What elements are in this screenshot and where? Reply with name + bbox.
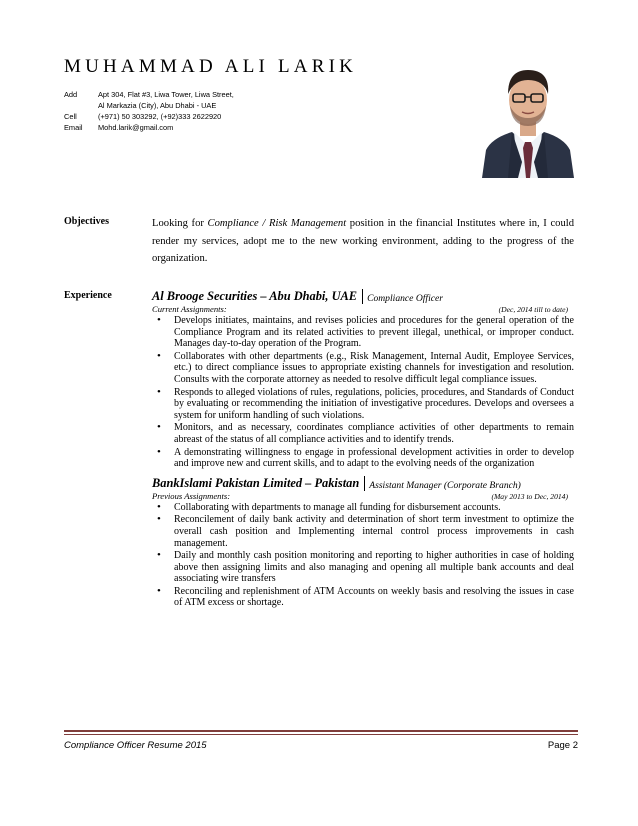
profile-photo <box>478 50 578 178</box>
contact-label: Email <box>64 123 83 132</box>
list-item: • Daily and monthly cash position monitoring and reporting to higher authorities in case of holding above then assigning limits and also managing and opening all multiple bank accounts and deal associating wire transfers <box>152 550 574 585</box>
objective-emphasis: Compliance / Risk Management <box>207 218 347 229</box>
experience-heading: Experience <box>64 290 112 301</box>
contact-value: Al Markazia (City), Abu Dhabi - UAE <box>98 101 217 110</box>
job-dates: (May 2013 to Dec, 2014) <box>491 491 568 501</box>
objectives-heading: Objectives <box>64 216 109 227</box>
objective-text <box>152 215 574 268</box>
list-item: • Monitors, and as necessary, coordinates compliance activities of other departments to remain abreast of the status of all compliance activities and to identify trends. <box>152 422 574 445</box>
contact-value: (+971) 50 303292, (+92)333 2622920 <box>98 112 222 121</box>
assignment-line <box>152 491 574 502</box>
separator <box>364 476 365 491</box>
job-role: Assistant Manager (Corporate Branch) <box>369 479 521 491</box>
contact-label: Add <box>64 90 78 99</box>
list-item: • Responds to alleged violations of rules, regulations, policies, procedures, and Standards of Conduct by evaluating or recommending the initiation of investigative procedures. Develops and oversees a system for uniform handling of such violations. <box>152 387 574 422</box>
list-item: • Collaborates with other departments (e.g., Risk Management, Internal Audit, Employee Services, etc.) to direct compliance issues to appropriate existing channels for investigation and resolution. Consults with the corporate attorney as needed to resolve difficult legal compliance issues. <box>152 351 574 386</box>
assignment-line <box>152 304 574 315</box>
page-footer <box>64 740 578 751</box>
job-header <box>152 476 574 491</box>
contact-row-cell <box>64 111 234 122</box>
contact-label: Cell <box>64 112 77 121</box>
company-name: Al Brooge Securities – Abu Dhabi, UAE <box>152 289 358 303</box>
job-entry <box>152 289 574 470</box>
company-name: BankIslami Pakistan Limited – Pakistan <box>152 475 360 490</box>
portrait-illustration <box>478 50 578 178</box>
job-role: Compliance Officer <box>367 293 443 304</box>
contact-row-address <box>64 89 234 100</box>
list-item: • Collaborating with departments to manage all funding for disbursement accounts. <box>152 502 574 514</box>
footer-rule-thin <box>64 734 578 735</box>
footer-title: Compliance Officer Resume 2015 <box>64 740 207 751</box>
list-item: • Reconcilement of daily bank activity and determination of short term investment to optimize the overall cash position and Implementing internal control process improvements in cash management. <box>152 514 574 549</box>
list-item: • A demonstrating willingness to engage in professional development activities in order to develop and improve new and current skills, and to adapt to the evolving needs of the organization <box>152 447 574 470</box>
assignment-label: Previous Assignments: <box>152 490 231 501</box>
objective-prefix: Looking for <box>152 218 208 229</box>
candidate-name: MUHAMMAD ALI LARIK <box>64 56 358 77</box>
page-number: Page 2 <box>547 740 578 751</box>
objective-suffix: position in the financial Institutes where in, I could render my services, adopt me to the new working environment, adding to the progress of the organization. <box>152 218 574 264</box>
job-entry <box>152 476 574 609</box>
list-item: • Reconciling and replenishment of ATM Accounts on weekly basis and resolving the issues in case of ATM excess or shortage. <box>152 586 574 609</box>
contact-block <box>64 89 234 133</box>
job-header <box>152 289 574 304</box>
separator <box>362 289 363 304</box>
experience-section <box>152 289 574 610</box>
contact-label <box>64 100 98 111</box>
responsibility-list <box>152 315 574 470</box>
responsibility-list <box>152 502 574 609</box>
contact-row-address-2 <box>64 100 234 111</box>
contact-value: Mohd.larik@gmail.com <box>98 123 174 132</box>
footer-rule <box>64 730 578 732</box>
assignment-label: Current Assignments: <box>152 304 227 314</box>
job-dates: (Dec, 2014 till to date) <box>498 305 568 314</box>
list-item: • Develops initiates, maintains, and revises policies and procedures for the general operation of the Compliance Program and its related activities to prevent illegal, unethical, or improper conduct. Manages day-to-day operation of the Program. <box>152 315 574 350</box>
contact-value: Apt 304, Flat #3, Liwa Tower, Liwa Street, <box>98 90 234 99</box>
contact-row-email <box>64 122 234 133</box>
